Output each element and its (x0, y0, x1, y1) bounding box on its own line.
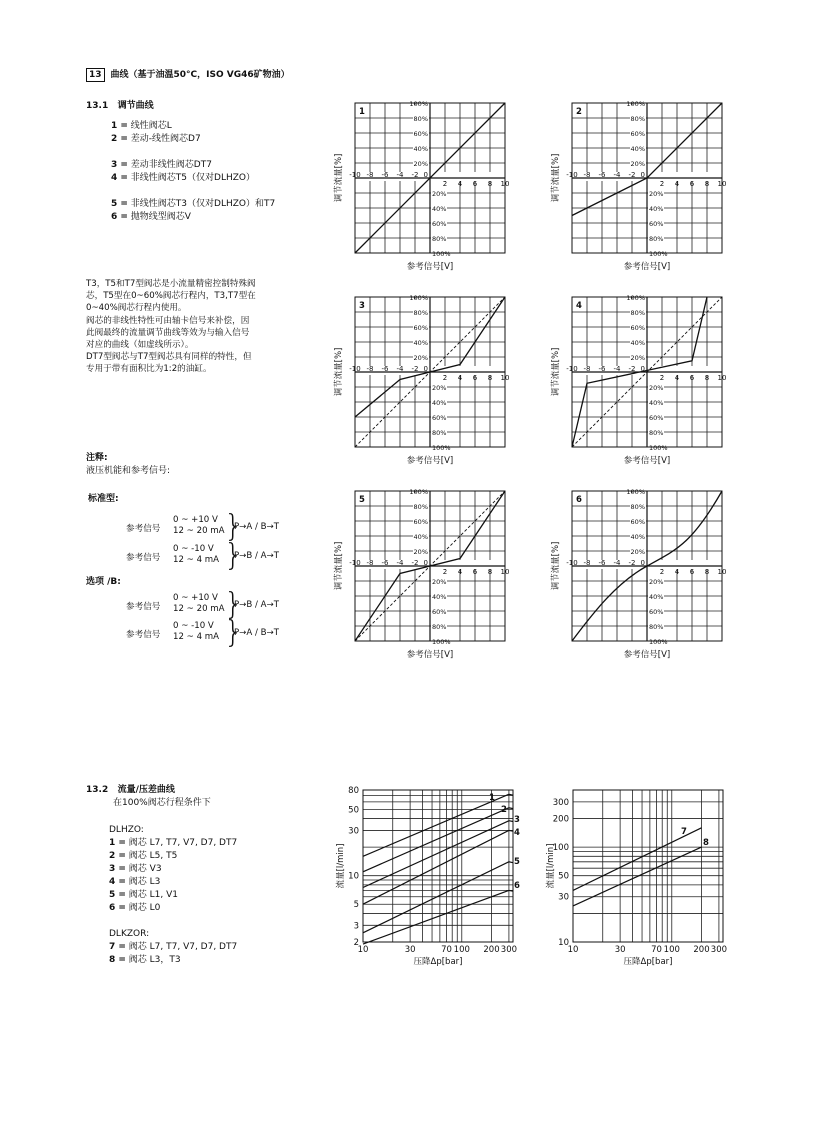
x-tick-label: 6 (689, 374, 695, 382)
y-tick-label: 20% (630, 160, 645, 168)
x-tick-label: -2 (411, 559, 419, 567)
y-tick-label: 200 (552, 814, 569, 825)
y-tick-label: 20% (630, 354, 645, 362)
legend-key: 4 = (111, 173, 128, 183)
legend-group-title: DLHZO: (109, 825, 144, 835)
panel-number: 6 (576, 495, 582, 505)
panel-number: 4 (576, 301, 582, 311)
standard-title: 标准型: (88, 494, 119, 504)
x-tick-label: 10 (357, 945, 369, 955)
y-tick-label: 60% (630, 130, 645, 138)
legend-value: 阀芯 L1, V1 (125, 890, 179, 900)
y-tick-label: 60% (432, 220, 447, 228)
x-tick-label: 6 (472, 180, 478, 188)
legend-value: 差动-线性阀芯D7 (127, 134, 201, 144)
y-tick-label: 50 (558, 871, 569, 882)
legend-key: 5 = (111, 199, 128, 209)
paragraph-line: DT7型阀芯与T7型阀芯具有同样的特性，但 (86, 352, 252, 363)
y-tick-label: 80% (630, 309, 645, 317)
signal-voltage: 0 ~ -10 V (173, 544, 214, 554)
x-tick-label: 2 (442, 568, 448, 576)
y-tick-label: 100% (626, 100, 645, 108)
x-axis-label: 压降Δp[bar] (623, 957, 673, 967)
x-axis-label: 参考信号[V] (406, 456, 454, 466)
option-b-title: 选项 /B: (86, 577, 121, 587)
x-tick-label: 4 (457, 374, 463, 382)
x-tick-label: 200 (483, 945, 500, 955)
x-tick-label: -2 (411, 365, 419, 373)
x-tick-label: -4 (396, 365, 404, 373)
flow-direction: P→B / A→T (234, 600, 279, 610)
flow-direction: P→B / A→T (234, 551, 279, 561)
y-tick-label: 80% (649, 429, 664, 437)
x-tick-label: -4 (613, 171, 621, 179)
x-tick-label: 200 (693, 945, 710, 955)
legend-key: 6 = (111, 212, 128, 222)
paragraph-line: 此阀最终的流量调节曲线等效为与输入信号 (86, 327, 250, 338)
y-tick-label: 50 (348, 805, 359, 816)
x-tick-label: 4 (674, 374, 680, 382)
legend-key: 2 = (109, 851, 126, 861)
y-tick-label: 60% (432, 414, 447, 422)
brace: } (224, 538, 244, 573)
x-tick-label: 6 (689, 180, 695, 188)
ref-signal-label: 参考信号 (126, 553, 161, 563)
x-tick-label: 10 (567, 945, 579, 955)
y-tick-label: 40% (432, 593, 447, 601)
x-tick-label: 30 (614, 945, 626, 955)
x-tick-label: 70 (441, 945, 452, 955)
curve-4 (363, 830, 513, 904)
y-tick-label: 80% (432, 623, 447, 631)
y-tick-label: 100% (409, 294, 428, 302)
y-axis-label: 调节流量[%] (551, 153, 561, 203)
subsection-subtitle: 在100%阀芯行程条件下 (113, 798, 211, 808)
y-tick-label: 40% (413, 533, 428, 541)
y-tick-label: 20% (649, 190, 664, 198)
y-axis-label: 调节流量[%] (551, 347, 561, 397)
y-tick-label: 100% (626, 294, 645, 302)
y-tick-label: 10 (558, 938, 569, 948)
panel-number: 5 (359, 495, 365, 505)
x-tick-label: -6 (598, 365, 606, 373)
y-tick-label: 40% (649, 399, 664, 407)
legend-value: 抛物线型阀芯V (127, 212, 191, 222)
x-tick-label: -10 (349, 559, 361, 567)
x-tick-label: -6 (381, 171, 389, 179)
y-tick-label: 100% (432, 444, 451, 452)
legend-key: 1 = (111, 121, 128, 131)
legend-value: 非线性阀芯T5（仅对DLHZO） (127, 173, 255, 183)
x-tick-label: -8 (366, 365, 374, 373)
legend-value: 线性阀芯L (127, 121, 172, 131)
x-tick-label: 8 (487, 180, 493, 188)
curve-label: 5 (514, 857, 520, 867)
y-tick-label: 80% (413, 115, 428, 123)
y-tick-label: 100 (552, 843, 569, 854)
paragraph-line: 阀芯的非线性特性可由轴卡信号来补偿，因 (86, 315, 250, 326)
y-tick-label: 60% (649, 220, 664, 228)
y-axis-label: 调节流量[%] (334, 541, 344, 591)
paragraph-line: 对应的曲线（如虚线所示）。 (86, 340, 194, 351)
legend-key: 2 = (111, 134, 128, 144)
x-tick-label: -2 (411, 171, 419, 179)
x-tick-label: -6 (598, 171, 606, 179)
y-tick-label: 2 (353, 938, 359, 948)
x-tick-label: 10 (717, 374, 727, 382)
curve-label: 1 (489, 793, 495, 803)
paragraph-line: T3，T5和T7型阀芯是小流量精密控制特殊阀 (86, 279, 256, 289)
y-tick-label: 80% (649, 235, 664, 243)
notes-text: 液压机能和参考信号: (86, 466, 171, 476)
x-tick-label: 4 (457, 180, 463, 188)
x-tick-label: 300 (500, 945, 518, 955)
x-tick-label: -4 (396, 559, 404, 567)
signal-current: 12 ~ 4 mA (173, 555, 220, 565)
brace: } (224, 615, 244, 650)
paragraph-line: 芯，T5型在0~60%阀芯行程内，T3,T7型在 (86, 291, 256, 302)
y-tick-label: 80% (432, 235, 447, 243)
legend-key: 7 = (109, 942, 126, 952)
y-tick-label: 20% (432, 578, 447, 586)
paragraph-line: 0~40%阀芯行程内使用。 (86, 303, 187, 314)
x-tick-label: -8 (583, 559, 591, 567)
panel-number: 3 (359, 301, 365, 311)
curve-label: 8 (703, 838, 709, 848)
x-tick-label: 10 (717, 180, 727, 188)
y-tick-label: 100% (626, 488, 645, 496)
flow-chart-right (545, 790, 727, 967)
x-tick-label: -4 (396, 171, 404, 179)
x-tick-label: 4 (674, 568, 680, 576)
ref-signal-label: 参考信号 (126, 524, 161, 534)
legend-value: 非线性阀芯T3（仅对DLHZO）和T7 (127, 199, 276, 209)
curve-6 (363, 890, 513, 944)
y-tick-label: 80% (630, 115, 645, 123)
x-axis-label: 参考信号[V] (406, 262, 454, 272)
x-tick-label: 6 (689, 568, 695, 576)
x-tick-label: 2 (659, 568, 665, 576)
x-axis-label: 压降Δp[bar] (413, 957, 463, 967)
signal-voltage: 0 ~ +10 V (173, 593, 218, 603)
x-tick-label: 70 (651, 945, 662, 955)
section-title: 曲线（基于油温50°C，ISO VG46矿物油） (110, 70, 290, 80)
legend-value: 阀芯 V3 (125, 864, 162, 874)
section-number: 13 (86, 68, 105, 82)
x-tick-label: -10 (566, 365, 578, 373)
x-tick-label: -8 (583, 365, 591, 373)
subsection-title: 调节曲线 (117, 101, 154, 111)
x-tick-label: 6 (472, 374, 478, 382)
signal-current: 12 ~ 20 mA (173, 526, 225, 536)
curve-label: 4 (514, 828, 520, 838)
x-tick-label: 10 (500, 180, 510, 188)
x-tick-label: 0 (640, 365, 645, 373)
y-tick-label: 80% (413, 503, 428, 511)
x-tick-label: -4 (613, 559, 621, 567)
y-tick-label: 20% (649, 578, 664, 586)
legend-key: 3 = (109, 864, 126, 874)
subsection-number: 13.1 (86, 101, 109, 111)
x-tick-label: 6 (472, 568, 478, 576)
y-tick-label: 3 (353, 921, 359, 932)
y-tick-label: 60% (413, 130, 428, 138)
x-tick-label: -4 (613, 365, 621, 373)
legend-value: 阀芯 L7, T7, V7, D7, DT7 (125, 838, 238, 848)
legend-key: 6 = (109, 903, 126, 913)
y-tick-label: 100% (409, 100, 428, 108)
y-tick-label: 100% (649, 444, 668, 452)
y-tick-label: 10 (348, 871, 359, 882)
x-tick-label: 2 (659, 374, 665, 382)
curve-label: 2 (501, 805, 507, 815)
x-tick-label: -8 (366, 559, 374, 567)
notes-title: 注释: (86, 453, 108, 463)
legend-value: 阀芯 L0 (125, 903, 161, 913)
signal-voltage: 0 ~ +10 V (173, 515, 218, 525)
x-tick-label: 0 (423, 171, 428, 179)
x-tick-label: 10 (500, 568, 510, 576)
panel-number: 2 (576, 107, 582, 117)
x-tick-label: 0 (423, 559, 428, 567)
x-tick-label: 4 (457, 568, 463, 576)
x-tick-label: 0 (640, 171, 645, 179)
curve-7 (573, 828, 702, 891)
legend-value: 阀芯 L7, T7, V7, D7, DT7 (125, 942, 238, 952)
y-tick-label: 60% (649, 608, 664, 616)
flow-direction: P→A / B→T (234, 522, 279, 532)
legend-value: 阀芯 L5, T5 (125, 851, 178, 861)
y-tick-label: 20% (413, 548, 428, 556)
y-tick-label: 40% (432, 205, 447, 213)
x-tick-label: -10 (349, 171, 361, 179)
x-tick-label: 8 (704, 568, 710, 576)
x-tick-label: -6 (598, 559, 606, 567)
x-tick-label: -2 (628, 171, 636, 179)
y-tick-label: 20% (413, 160, 428, 168)
y-tick-label: 60% (413, 518, 428, 526)
x-tick-label: -2 (628, 365, 636, 373)
x-tick-label: 2 (442, 374, 448, 382)
y-axis-label: 调节流量[%] (334, 153, 344, 203)
y-tick-label: 60% (630, 518, 645, 526)
x-tick-label: -10 (349, 365, 361, 373)
x-tick-label: -6 (381, 365, 389, 373)
signal-voltage: 0 ~ -10 V (173, 621, 214, 631)
legend-key: 5 = (109, 890, 126, 900)
y-tick-label: 60% (432, 608, 447, 616)
y-tick-label: 300 (552, 797, 569, 808)
legend-key: 3 = (111, 160, 128, 170)
y-tick-label: 100% (432, 638, 451, 646)
y-axis-label: 调节流量[%] (334, 347, 344, 397)
y-tick-label: 80% (413, 309, 428, 317)
ref-signal-label: 参考信号 (126, 630, 161, 640)
curve-label: 6 (514, 881, 520, 891)
x-tick-label: -8 (366, 171, 374, 179)
curve-label: 3 (514, 815, 520, 825)
y-tick-label: 20% (649, 384, 664, 392)
y-tick-label: 40% (630, 339, 645, 347)
legend-group-title: DLKZOR: (109, 929, 150, 939)
x-tick-label: 0 (640, 559, 645, 567)
x-tick-label: -10 (566, 171, 578, 179)
y-tick-label: 20% (413, 354, 428, 362)
legend-key: 1 = (109, 838, 126, 848)
ref-signal-label: 参考信号 (126, 602, 161, 612)
y-tick-label: 20% (630, 548, 645, 556)
x-tick-label: 8 (487, 374, 493, 382)
y-tick-label: 40% (413, 339, 428, 347)
y-tick-label: 60% (630, 324, 645, 332)
y-tick-label: 20% (432, 384, 447, 392)
x-tick-label: 8 (487, 568, 493, 576)
x-tick-label: 100 (663, 945, 680, 955)
x-tick-label: -10 (566, 559, 578, 567)
curve-label: 7 (681, 827, 687, 837)
y-tick-label: 40% (649, 593, 664, 601)
x-tick-label: 2 (442, 180, 448, 188)
x-tick-label: 0 (423, 365, 428, 373)
y-tick-label: 40% (432, 399, 447, 407)
x-tick-label: 8 (704, 180, 710, 188)
y-axis-label: 流量[l/min] (546, 843, 556, 889)
brace: } (224, 509, 244, 544)
y-tick-label: 80 (348, 786, 359, 796)
y-tick-label: 5 (353, 900, 359, 911)
y-tick-label: 30 (558, 892, 569, 903)
y-axis-label: 调节流量[%] (551, 541, 561, 591)
y-axis-label: 流量[l/min] (336, 843, 346, 889)
x-tick-label: 300 (710, 945, 728, 955)
legend-value: 阀芯 L3，T3 (125, 955, 181, 965)
panel-number: 1 (359, 107, 365, 117)
y-tick-label: 40% (630, 145, 645, 153)
x-tick-label: 100 (453, 945, 470, 955)
legend-value: 阀芯 L3 (125, 877, 161, 887)
signal-current: 12 ~ 20 mA (173, 604, 225, 614)
y-tick-label: 100% (409, 488, 428, 496)
x-axis-label: 参考信号[V] (623, 262, 671, 272)
y-tick-label: 100% (649, 638, 668, 646)
x-tick-label: 4 (674, 180, 680, 188)
y-tick-label: 30 (348, 826, 359, 837)
y-tick-label: 80% (630, 503, 645, 511)
y-tick-label: 80% (649, 623, 664, 631)
x-tick-label: 8 (704, 374, 710, 382)
y-tick-label: 80% (432, 429, 447, 437)
brace: } (224, 587, 244, 622)
y-tick-label: 100% (649, 250, 668, 258)
y-tick-label: 20% (432, 190, 447, 198)
legend-key: 4 = (109, 877, 126, 887)
paragraph-line: 专用于带有面积比为1:2的油缸。 (86, 364, 212, 375)
chart-frame (573, 790, 723, 942)
legend-value: 差动非线性阀芯DT7 (127, 160, 212, 170)
x-axis-label: 参考信号[V] (623, 456, 671, 466)
x-tick-label: -6 (381, 559, 389, 567)
y-tick-label: 100% (432, 250, 451, 258)
x-tick-label: -8 (583, 171, 591, 179)
x-tick-label: 10 (500, 374, 510, 382)
y-tick-label: 40% (649, 205, 664, 213)
x-axis-label: 参考信号[V] (406, 650, 454, 660)
legend-key: 8 = (109, 955, 126, 965)
x-tick-label: 2 (659, 180, 665, 188)
flow-direction: P→A / B→T (234, 628, 279, 638)
subsection-number: 13.2 (86, 785, 109, 795)
x-tick-label: 30 (404, 945, 416, 955)
y-tick-label: 40% (630, 533, 645, 541)
subsection-title: 流量/压差曲线 (117, 785, 175, 795)
x-tick-label: 10 (717, 568, 727, 576)
y-tick-label: 60% (649, 414, 664, 422)
y-tick-label: 60% (413, 324, 428, 332)
x-tick-label: -2 (628, 559, 636, 567)
flow-chart-left (335, 786, 520, 967)
y-tick-label: 40% (413, 145, 428, 153)
x-axis-label: 参考信号[V] (623, 650, 671, 660)
signal-current: 12 ~ 4 mA (173, 632, 220, 642)
